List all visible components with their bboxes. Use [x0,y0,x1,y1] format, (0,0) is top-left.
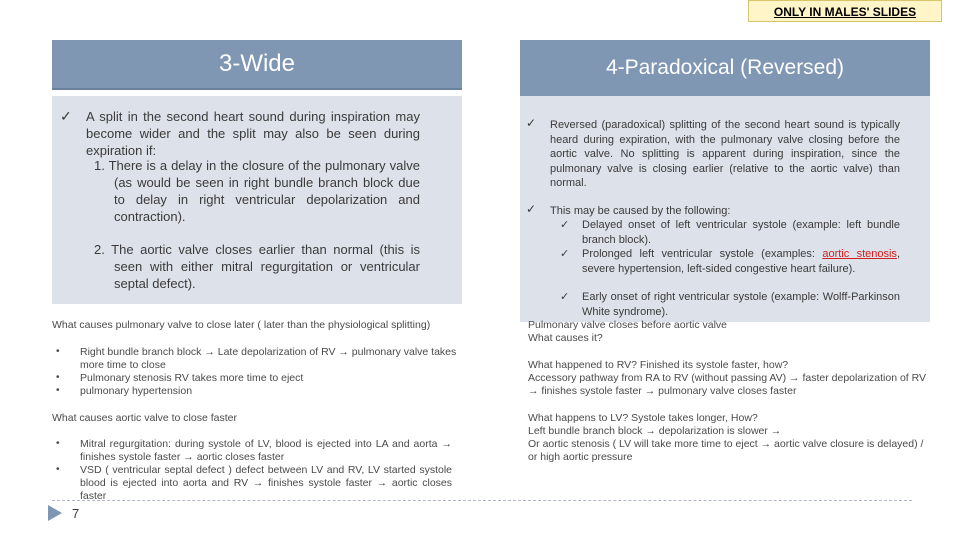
cause-2 [582,247,900,276]
bullet-dot: • [56,372,60,383]
wide-split-box [52,96,462,304]
check-icon: ✓ [526,202,537,216]
cause-2-text-b: , severe hypertension, left-sided congestive heart failure). [582,248,900,275]
note-rv-question: What happened to RV? Finished its systole faster, how? [528,359,789,371]
check-icon: ✓ [560,219,570,231]
slide-arrow-icon [48,505,62,521]
check-icon: ✓ [60,108,72,124]
check-icon: ✓ [560,291,570,303]
note-accessory-pathway: Accessory pathway from RA to RV (without passing AV) → faster depolarization of RV → finishes systole faster → pulmonary valve closes faster [528,372,927,397]
males-only-tag: ONLY IN MALES' SLIDES [748,0,942,22]
q-pulmonary-later: What causes pulmonary valve to close later ( later than the physiological splitting) [52,319,431,331]
check-icon: ✓ [560,248,570,260]
bullet-dot: • [56,438,60,449]
q2-bullet-2: VSD ( ventricular septal defect ) defect between LV and RV, LV started systole blood is ejected into aorta and RV → finishes systole faster → aortic closes faster [80,464,452,502]
note-aortic-stenosis: Or aortic stenosis ( LV will take more time to eject → aortic valve closure is delayed) / or high aortic pressure [528,438,924,463]
wide-split-header [52,40,462,88]
q2-bullet-1: Mitral regurgitation: during systole of LV, blood is ejected into LA and aorta → finishes systole faster → aortic closes faster [80,438,452,463]
note-pulmonary-before: Pulmonary valve closes before aortic valve [528,319,728,331]
bullet-dot: • [56,385,60,396]
wide-item-2: 2. The aortic valve closes earlier than normal (this is seen with either mitral regurgitation or ventricular septal defect). [94,242,420,291]
paradoxical-split-title: 4-Paradoxical (Reversed) [605,56,845,79]
footer-divider [52,500,912,501]
wide-intro: A split in the second heart sound during inspiration may become wider and the split may also be seen during expiration if: [86,109,420,158]
q1-bullet-2: Pulmonary stenosis RV takes more time to eject [80,372,304,384]
note-lbbb: Left bundle branch block → depolarization is slower → [528,425,782,437]
cause-1: Delayed onset of left ventricular systole (example: left bundle branch block). [582,219,900,246]
bullet-dot: • [56,346,60,357]
wide-item-1: 1. There is a delay in the closure of the pulmonary valve (as would be seen in right bundle branch block due to delay in right ventricular depolarization and contraction). [94,158,420,224]
page-number: 7 [72,506,80,521]
cause-3: Early onset of right ventricular systole (example: Wolff-Parkinson White syndrome). [582,291,900,318]
paradoxical-p1: Reversed (paradoxical) splitting of the second heart sound is typically heard during expiration, with the pulmonary valve closing before the aortic valve. No splitting is apparent during inspiration, since the pulmonary valve is closing earlier (relative to the aortic valve) than normal. [550,119,900,189]
note-lv-question: What happens to LV? Systole takes longer, How? [528,412,758,424]
check-icon: ✓ [526,116,537,130]
q1-bullet-3: pulmonary hypertension [80,385,193,397]
aortic-stenosis-highlight: aortic stenosis [822,248,897,260]
paradoxical-split-box [520,96,930,322]
cause-2-text-a: Prolonged left ventricular systole (examples: [582,248,823,260]
bullet-dot: • [56,464,60,475]
paradoxical-p2: This may be caused by the following: [550,205,731,217]
q-aortic-faster: What causes aortic valve to close faster [52,412,237,424]
note-what-causes: What causes it? [528,332,603,344]
q1-bullet-1: Right bundle branch block → Late depolarization of RV → pulmonary valve takes more time to close [80,346,457,371]
paradoxical-split-header [520,40,930,96]
wide-split-title: 3-Wide [218,50,296,77]
